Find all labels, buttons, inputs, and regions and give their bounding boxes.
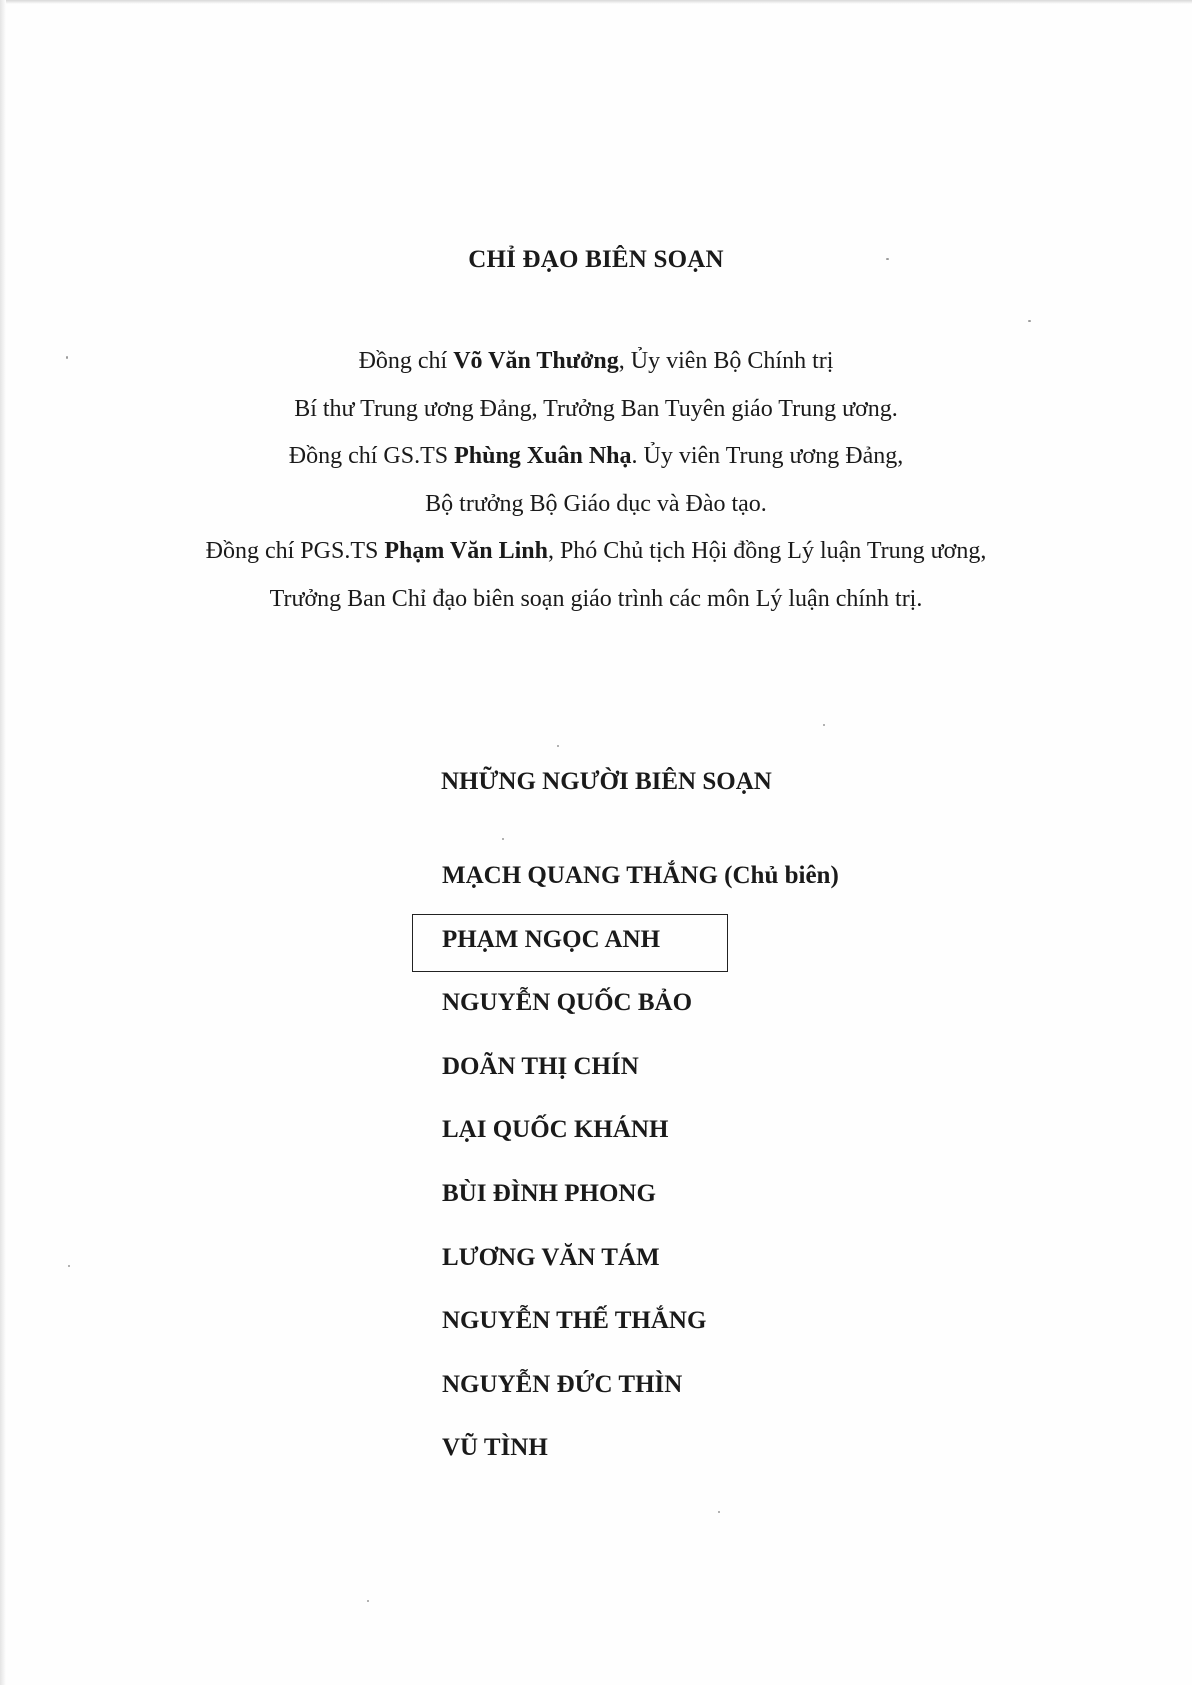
author-item: BÙI ĐÌNH PHONG <box>442 1179 656 1207</box>
scan-speck <box>823 724 825 726</box>
author-item: NGUYỄN QUỐC BẢO <box>442 989 693 1017</box>
direction-block <box>0 338 1192 623</box>
scan-speck <box>502 838 504 840</box>
author-item: NGUYỄN ĐỨC THÌN <box>442 1370 683 1398</box>
author-item: VŨ TÌNH <box>442 1434 548 1462</box>
scan-top-edge <box>0 0 1192 4</box>
scan-speck <box>66 356 68 359</box>
scan-speck <box>886 258 889 260</box>
author-item: NGUYỄN THẾ THẮNG <box>442 1307 707 1335</box>
direction-line: Đồng chí PGS.TS Phạm Văn Linh, Phó Chủ tịch Hội đồng Lý luận Trung ương, <box>205 538 987 564</box>
highlight-box <box>412 914 728 972</box>
author-item: DOÃN THỊ CHÍN <box>442 1052 639 1080</box>
direction-heading: CHỈ ĐẠO BIÊN SOẠN <box>468 246 724 273</box>
author-item: LƯƠNG VĂN TÁM <box>442 1243 660 1271</box>
direction-line: Bộ trưởng Bộ Giáo dục và Đào tạo. <box>425 490 767 517</box>
author-item: MẠCH QUANG THẮNG (Chủ biên) <box>442 862 839 889</box>
scan-speck <box>68 1265 70 1267</box>
director-name: Võ Văn Thưởng <box>453 348 619 374</box>
director-name: Phạm Văn Linh <box>384 538 548 564</box>
authors-heading: NHỮNG NGƯỜI BIÊN SOẠN <box>441 768 772 795</box>
scan-speck <box>1028 320 1031 322</box>
author-item: LẠI QUỐC KHÁNH <box>442 1116 669 1144</box>
author-item: PHẠM NGỌC ANH <box>442 925 661 953</box>
direction-line: Trưởng Ban Chỉ đạo biên soạn giáo trình các môn Lý luận chính trị. <box>269 585 923 612</box>
direction-line: Bí thư Trung ương Đảng, Trưởng Ban Tuyên giáo Trung ương. <box>294 395 898 422</box>
scan-speck <box>557 745 559 747</box>
director-name: Phùng Xuân Nhạ <box>454 443 632 469</box>
scan-speck <box>718 1511 720 1513</box>
scan-speck <box>367 1600 369 1602</box>
direction-line: Đồng chí Võ Văn Thưởng, Ủy viên Bộ Chính trị <box>358 348 834 374</box>
direction-line: Đồng chí GS.TS Phùng Xuân Nhạ. Ủy viên Trung ương Đảng, <box>288 443 904 469</box>
